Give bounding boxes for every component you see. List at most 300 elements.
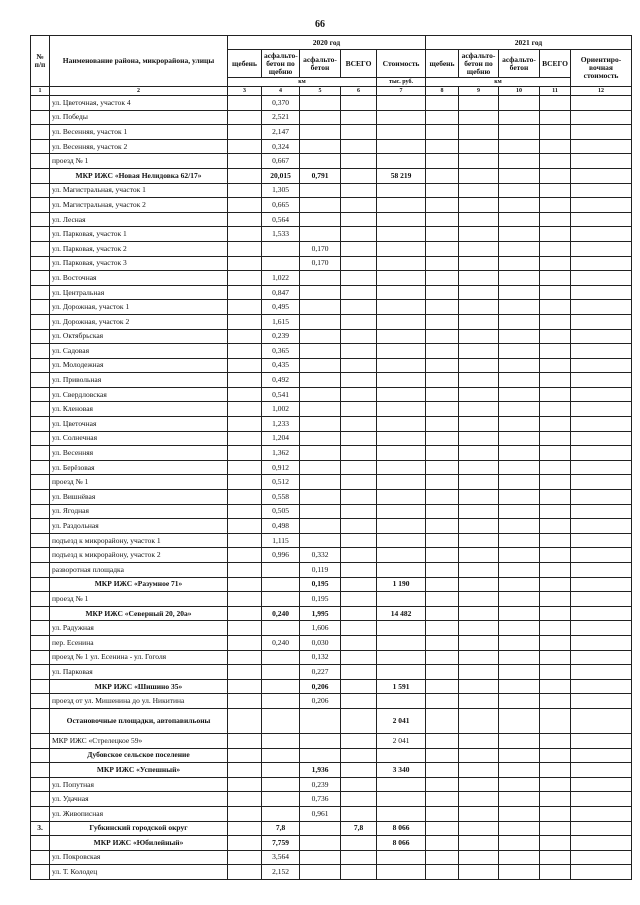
cell-2021: [540, 110, 571, 125]
cell-2021: [426, 125, 459, 140]
cell-asphalt-on-gravel-2020: 0,435: [262, 358, 300, 373]
table-row: [31, 806, 632, 821]
cell-2021: [540, 490, 571, 505]
cell-asphalt-2020: [300, 300, 341, 315]
cell-asphalt-2020: [300, 708, 341, 733]
cell-gravel-2020: [228, 271, 262, 286]
cell-2021: [459, 256, 499, 271]
cell-total-2020: [341, 850, 377, 865]
table-row: [31, 139, 632, 154]
cell-asphalt-on-gravel-2020: [262, 592, 300, 607]
cell-gravel-2020: [228, 154, 262, 169]
cell-total-2020: [341, 621, 377, 636]
cell-cost-2020: [377, 533, 426, 548]
cell-total-2020: [341, 679, 377, 694]
cell-total-2020: [341, 344, 377, 359]
row-name: проезд № 1: [50, 592, 228, 607]
cell-gravel-2020: [228, 125, 262, 140]
cell-asphalt-on-gravel-2020: [262, 256, 300, 271]
cell-cost-2020: [377, 777, 426, 792]
cell-asphalt-2020: 1,936: [300, 763, 341, 778]
cell-2021: [571, 850, 632, 865]
cell-2021: [499, 271, 540, 286]
table-row: [31, 679, 632, 694]
header-gravel-2020: щебень: [228, 50, 262, 78]
cell-asphalt-2020: [300, 446, 341, 461]
cell-2021: [459, 460, 499, 475]
table-row: [31, 431, 632, 446]
row-name: проезд № 1: [50, 154, 228, 169]
row-name: ул. Октябрьская: [50, 329, 228, 344]
cell-total-2020: [341, 635, 377, 650]
cell-gravel-2020: [228, 606, 262, 621]
cell-gravel-2020: [228, 314, 262, 329]
cell-asphalt-on-gravel-2020: 0,505: [262, 504, 300, 519]
cell-total-2020: [341, 417, 377, 432]
cell-2021: [426, 154, 459, 169]
cell-2021: [499, 168, 540, 183]
header-colnum: 11: [540, 87, 571, 96]
cell-2021: [571, 475, 632, 490]
cell-2021: [426, 748, 459, 763]
row-name: МКР ИЖС «Шишино 35»: [50, 679, 228, 694]
row-number: [31, 329, 50, 344]
row-number: [31, 227, 50, 242]
cell-asphalt-on-gravel-2020: 0,665: [262, 198, 300, 213]
cell-2021: [540, 733, 571, 748]
cell-2021: [571, 329, 632, 344]
cell-2021: [540, 548, 571, 563]
cell-asphalt-2020: 0,195: [300, 577, 341, 592]
cell-2021: [571, 694, 632, 709]
row-name: ул. Весенняя, участок 1: [50, 125, 228, 140]
cell-cost-2020: [377, 694, 426, 709]
row-name: ул. Раздольная: [50, 519, 228, 534]
cell-2021: [571, 665, 632, 680]
cell-2021: [426, 402, 459, 417]
cell-asphalt-2020: [300, 431, 341, 446]
cell-total-2020: [341, 183, 377, 198]
cell-2021: [499, 836, 540, 851]
cell-asphalt-on-gravel-2020: 0,239: [262, 329, 300, 344]
cell-2021: [426, 344, 459, 359]
cell-2021: [540, 460, 571, 475]
cell-cost-2020: [377, 139, 426, 154]
cell-2021: [499, 533, 540, 548]
cell-total-2020: [341, 446, 377, 461]
header-total-2020: ВСЕГО: [341, 50, 377, 78]
cell-2021: [540, 679, 571, 694]
cell-asphalt-2020: 1,606: [300, 621, 341, 636]
cell-asphalt-2020: [300, 212, 341, 227]
table-row: [31, 777, 632, 792]
cell-2021: [426, 763, 459, 778]
row-number: [31, 577, 50, 592]
cell-2021: [540, 387, 571, 402]
cell-2021: [426, 446, 459, 461]
cell-2021: [571, 139, 632, 154]
cell-2021: [499, 650, 540, 665]
cell-2021: [540, 96, 571, 111]
cell-2021: [459, 592, 499, 607]
cell-cost-2020: 1 591: [377, 679, 426, 694]
cell-asphalt-2020: 0,227: [300, 665, 341, 680]
cell-2021: [571, 446, 632, 461]
cell-2021: [426, 183, 459, 198]
table-row: [31, 665, 632, 680]
row-number: [31, 183, 50, 198]
row-number: [31, 621, 50, 636]
cell-2021: [499, 110, 540, 125]
cell-2021: [571, 592, 632, 607]
cell-asphalt-2020: [300, 402, 341, 417]
cell-2021: [499, 417, 540, 432]
cell-gravel-2020: [228, 358, 262, 373]
cell-total-2020: [341, 125, 377, 140]
row-number: [31, 417, 50, 432]
cell-total-2020: [341, 519, 377, 534]
cell-2021: [571, 763, 632, 778]
cell-2021: [571, 635, 632, 650]
cell-2021: [459, 650, 499, 665]
row-number: [31, 665, 50, 680]
cell-2021: [499, 708, 540, 733]
row-name: ул. Вишнёвая: [50, 490, 228, 505]
cell-2021: [459, 792, 499, 807]
cell-total-2020: [341, 154, 377, 169]
row-name: ул. Ягодная: [50, 504, 228, 519]
cell-gravel-2020: [228, 665, 262, 680]
row-number: [31, 777, 50, 792]
cell-cost-2020: [377, 241, 426, 256]
cell-2021: [499, 227, 540, 242]
cell-2021: [426, 621, 459, 636]
cell-gravel-2020: [228, 373, 262, 388]
cell-gravel-2020: [228, 792, 262, 807]
cell-cost-2020: [377, 387, 426, 402]
cell-2021: [540, 577, 571, 592]
cell-2021: [426, 733, 459, 748]
cell-2021: [499, 285, 540, 300]
cell-2021: [571, 344, 632, 359]
cell-2021: [540, 635, 571, 650]
cell-2021: [499, 748, 540, 763]
cell-asphalt-on-gravel-2020: 7,759: [262, 836, 300, 851]
cell-total-2020: [341, 387, 377, 402]
cell-asphalt-2020: [300, 519, 341, 534]
row-name: ул. Кленовая: [50, 402, 228, 417]
row-name: ул. Магистральная, участок 2: [50, 198, 228, 213]
cell-2021: [459, 125, 499, 140]
row-name: МКР ИЖС «Успешный»: [50, 763, 228, 778]
cell-asphalt-on-gravel-2020: [262, 621, 300, 636]
cell-asphalt-2020: [300, 733, 341, 748]
cell-total-2020: [341, 475, 377, 490]
row-number: [31, 694, 50, 709]
cell-cost-2020: 2 041: [377, 708, 426, 733]
cell-2021: [499, 763, 540, 778]
cell-gravel-2020: [228, 865, 262, 880]
cell-cost-2020: [377, 865, 426, 880]
cell-total-2020: [341, 198, 377, 213]
row-number: [31, 168, 50, 183]
cell-gravel-2020: [228, 475, 262, 490]
table-row: [31, 519, 632, 534]
cell-2021: [459, 850, 499, 865]
header-unit-km-2020: км: [228, 78, 377, 87]
cell-2021: [499, 446, 540, 461]
table-row: [31, 577, 632, 592]
cell-2021: [426, 168, 459, 183]
cell-2021: [499, 125, 540, 140]
cell-total-2020: [341, 139, 377, 154]
cell-2021: [459, 563, 499, 578]
row-name: МКР ИЖС «Разумное 71»: [50, 577, 228, 592]
cell-gravel-2020: [228, 763, 262, 778]
cell-total-2020: [341, 256, 377, 271]
cell-2021: [459, 665, 499, 680]
table-row: [31, 763, 632, 778]
cell-asphalt-on-gravel-2020: 0,912: [262, 460, 300, 475]
cell-2021: [499, 592, 540, 607]
header-asphalt-2021: асфальто-бетон: [499, 50, 540, 78]
cell-total-2020: [341, 329, 377, 344]
header-unit-rub-2020: тыс. руб.: [377, 78, 426, 87]
cell-total-2020: [341, 431, 377, 446]
cell-2021: [571, 154, 632, 169]
cell-asphalt-2020: 0,332: [300, 548, 341, 563]
cell-cost-2020: 2 041: [377, 733, 426, 748]
cell-total-2020: [341, 650, 377, 665]
cell-2021: [540, 650, 571, 665]
cell-2021: [459, 344, 499, 359]
cell-2021: [499, 460, 540, 475]
cell-2021: [540, 836, 571, 851]
row-number: [31, 241, 50, 256]
cell-cost-2020: [377, 504, 426, 519]
cell-total-2020: [341, 806, 377, 821]
cell-2021: [459, 329, 499, 344]
cell-total-2020: [341, 96, 377, 111]
cell-2021: [459, 708, 499, 733]
cell-total-2020: [341, 314, 377, 329]
cell-cost-2020: [377, 592, 426, 607]
cell-2021: [571, 417, 632, 432]
row-number: [31, 490, 50, 505]
cell-cost-2020: 8 066: [377, 821, 426, 836]
cell-2021: [426, 533, 459, 548]
row-number: [31, 110, 50, 125]
cell-asphalt-2020: [300, 821, 341, 836]
cell-2021: [459, 490, 499, 505]
cell-asphalt-on-gravel-2020: [262, 577, 300, 592]
cell-gravel-2020: [228, 460, 262, 475]
cell-2021: [459, 763, 499, 778]
cell-asphalt-2020: [300, 373, 341, 388]
cell-asphalt-2020: 0,239: [300, 777, 341, 792]
cell-2021: [499, 777, 540, 792]
row-number: [31, 708, 50, 733]
row-number: [31, 635, 50, 650]
cell-gravel-2020: [228, 748, 262, 763]
header-year-2021: 2021 год: [426, 36, 632, 50]
table-row: [31, 490, 632, 505]
cell-2021: [499, 402, 540, 417]
cell-asphalt-2020: 0,170: [300, 241, 341, 256]
cell-asphalt-on-gravel-2020: 1,615: [262, 314, 300, 329]
table-row: [31, 635, 632, 650]
cell-total-2020: [341, 110, 377, 125]
cell-asphalt-2020: [300, 358, 341, 373]
cell-2021: [499, 665, 540, 680]
cell-gravel-2020: [228, 300, 262, 315]
cell-cost-2020: [377, 548, 426, 563]
road-works-table: [30, 35, 632, 880]
cell-cost-2020: [377, 227, 426, 242]
table-row: [31, 387, 632, 402]
cell-2021: [571, 198, 632, 213]
cell-asphalt-on-gravel-2020: 1,002: [262, 402, 300, 417]
cell-asphalt-2020: [300, 344, 341, 359]
row-name: МКР ИЖС «Новая Нелидовка 62/17»: [50, 168, 228, 183]
cell-2021: [459, 806, 499, 821]
cell-2021: [499, 139, 540, 154]
cell-cost-2020: [377, 417, 426, 432]
row-number: [31, 504, 50, 519]
cell-2021: [571, 650, 632, 665]
cell-total-2020: [341, 577, 377, 592]
table-row: [31, 850, 632, 865]
cell-gravel-2020: [228, 285, 262, 300]
cell-2021: [571, 504, 632, 519]
row-number: [31, 212, 50, 227]
cell-2021: [571, 679, 632, 694]
cell-asphalt-2020: [300, 139, 341, 154]
cell-asphalt-2020: [300, 865, 341, 880]
cell-2021: [499, 733, 540, 748]
cell-2021: [540, 748, 571, 763]
row-name: проезд от ул. Мишенина до ул. Никитина: [50, 694, 228, 709]
cell-2021: [540, 792, 571, 807]
cell-2021: [499, 792, 540, 807]
cell-asphalt-2020: [300, 836, 341, 851]
cell-2021: [499, 329, 540, 344]
row-name: ул. Центральная: [50, 285, 228, 300]
row-number: [31, 402, 50, 417]
cell-asphalt-2020: [300, 227, 341, 242]
cell-asphalt-2020: 0,119: [300, 563, 341, 578]
cell-gravel-2020: [228, 387, 262, 402]
cell-2021: [426, 592, 459, 607]
cell-asphalt-on-gravel-2020: [262, 708, 300, 733]
cell-2021: [426, 563, 459, 578]
cell-2021: [571, 821, 632, 836]
row-number: [31, 592, 50, 607]
cell-2021: [540, 563, 571, 578]
header-total-2021: ВСЕГО: [540, 50, 571, 78]
cell-2021: [571, 256, 632, 271]
table-row: [31, 748, 632, 763]
cell-2021: [426, 865, 459, 880]
cell-total-2020: [341, 792, 377, 807]
table-row: [31, 183, 632, 198]
cell-2021: [459, 227, 499, 242]
cell-cost-2020: [377, 125, 426, 140]
cell-2021: [571, 606, 632, 621]
table-row: [31, 271, 632, 286]
cell-asphalt-2020: 0,030: [300, 635, 341, 650]
cell-2021: [426, 694, 459, 709]
row-number: [31, 271, 50, 286]
cell-asphalt-on-gravel-2020: [262, 563, 300, 578]
cell-gravel-2020: [228, 850, 262, 865]
cell-2021: [571, 300, 632, 315]
table-row: [31, 563, 632, 578]
cell-2021: [459, 748, 499, 763]
header-colnum: 2: [50, 87, 228, 96]
cell-asphalt-on-gravel-2020: 0,512: [262, 475, 300, 490]
page-number: 66: [315, 19, 325, 30]
row-name: ул. Живописная: [50, 806, 228, 821]
table-row: [31, 417, 632, 432]
cell-asphalt-2020: [300, 748, 341, 763]
cell-gravel-2020: [228, 563, 262, 578]
table-row: [31, 212, 632, 227]
cell-2021: [571, 110, 632, 125]
cell-asphalt-on-gravel-2020: 0,498: [262, 519, 300, 534]
table-row: [31, 110, 632, 125]
cell-2021: [499, 621, 540, 636]
row-name: подъезд к микрорайону, участок 1: [50, 533, 228, 548]
row-number: [31, 533, 50, 548]
table-row: [31, 125, 632, 140]
cell-2021: [540, 373, 571, 388]
header-colnum: 4: [262, 87, 300, 96]
cell-2021: [426, 241, 459, 256]
cell-2021: [499, 96, 540, 111]
row-name: ул. Весенняя: [50, 446, 228, 461]
cell-2021: [426, 387, 459, 402]
cell-2021: [426, 836, 459, 851]
cell-total-2020: [341, 300, 377, 315]
cell-2021: [571, 748, 632, 763]
cell-2021: [571, 314, 632, 329]
header-cost-2020: Стоимость: [377, 50, 426, 78]
cell-2021: [459, 577, 499, 592]
row-name: МКР ИЖС «Северный 20, 20а»: [50, 606, 228, 621]
cell-gravel-2020: [228, 490, 262, 505]
table-row: [31, 606, 632, 621]
cell-cost-2020: [377, 358, 426, 373]
cell-cost-2020: [377, 212, 426, 227]
cell-asphalt-on-gravel-2020: 1,362: [262, 446, 300, 461]
cell-asphalt-on-gravel-2020: [262, 777, 300, 792]
cell-2021: [571, 227, 632, 242]
row-name: МКР ИЖС «Юбилейный»: [50, 836, 228, 851]
cell-2021: [426, 519, 459, 534]
row-name: подъезд к микрорайону, участок 2: [50, 548, 228, 563]
cell-2021: [499, 212, 540, 227]
cell-2021: [426, 606, 459, 621]
row-number: [31, 431, 50, 446]
table-row: [31, 241, 632, 256]
cell-asphalt-2020: [300, 125, 341, 140]
cell-asphalt-on-gravel-2020: 0,324: [262, 139, 300, 154]
cell-asphalt-on-gravel-2020: 0,847: [262, 285, 300, 300]
row-number: [31, 125, 50, 140]
cell-2021: [426, 490, 459, 505]
cell-asphalt-2020: [300, 198, 341, 213]
